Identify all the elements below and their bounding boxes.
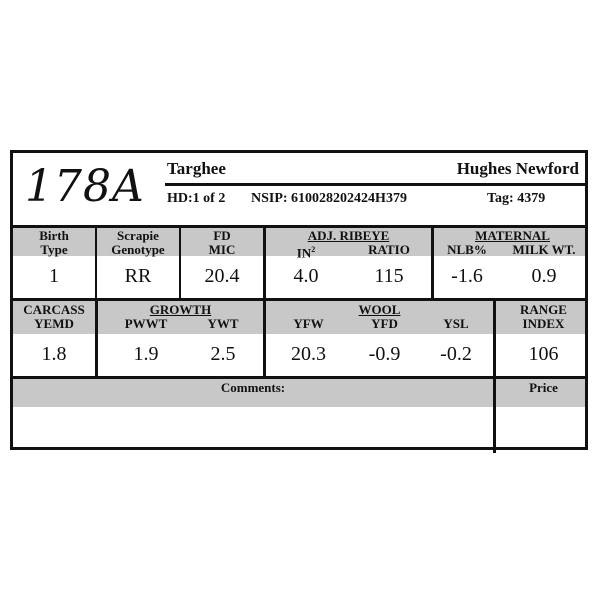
hd-info: HD:1 of 2 bbox=[167, 191, 226, 206]
in2-value: 4.0 bbox=[293, 265, 319, 287]
carcass-yemd-label: CARCASS YEMD bbox=[23, 302, 85, 331]
nsip-id: NSIP: 610028202424H379 bbox=[251, 191, 407, 206]
range-index-label: RANGE INDEX bbox=[520, 302, 567, 331]
yfw-label: YFW bbox=[293, 316, 324, 331]
ywt-value: 2.5 bbox=[210, 343, 236, 365]
in2-label: $IN^2$ bbox=[296, 245, 316, 261]
milk-wt-label: MILK WT. bbox=[512, 242, 576, 257]
header-rule bbox=[165, 183, 585, 186]
tag-number: Tag: 4379 bbox=[487, 191, 546, 206]
ratio-value: 115 bbox=[374, 265, 404, 287]
birth-type-label: Birth Type bbox=[39, 228, 69, 257]
ywt-label: YWT bbox=[207, 316, 239, 331]
yfw-value: 20.3 bbox=[291, 343, 326, 365]
nlb-label: NLB% bbox=[447, 242, 487, 257]
adj-ribeye-group-label: ADJ. RIBEYE bbox=[307, 228, 390, 243]
scrapie-value: RR bbox=[124, 265, 152, 287]
nlb-value: -1.6 bbox=[451, 265, 483, 287]
ysl-value: -0.2 bbox=[440, 343, 472, 365]
price-label: Price bbox=[529, 380, 558, 395]
growth-group-label: GROWTH bbox=[149, 302, 212, 317]
maternal-group-label: MATERNAL bbox=[475, 228, 550, 243]
lot-card bbox=[10, 150, 588, 450]
pwwt-value: 1.9 bbox=[133, 343, 159, 365]
price-field bbox=[496, 407, 591, 447]
yemd-value: 1.8 bbox=[41, 343, 67, 365]
comments-field bbox=[13, 407, 493, 447]
breed: Targhee bbox=[167, 159, 226, 178]
fd-mic-label: FD MIC bbox=[208, 228, 236, 257]
range-index-value: 106 bbox=[528, 343, 559, 365]
yfd-label: YFD bbox=[371, 316, 398, 331]
birth-type-value: 1 bbox=[49, 265, 59, 287]
milk-wt-value: 0.9 bbox=[531, 265, 557, 287]
lot-number: 178A bbox=[25, 161, 145, 212]
fd-mic-value: 20.4 bbox=[204, 265, 240, 287]
pwwt-label: PWWT bbox=[124, 316, 168, 331]
scrapie-label: Scrapie Genotype bbox=[111, 228, 165, 257]
ratio-label: RATIO bbox=[368, 242, 410, 257]
comments-label: Comments: bbox=[220, 380, 286, 395]
wool-group-label: WOOL bbox=[358, 302, 401, 317]
owner: Hughes Newford bbox=[456, 159, 579, 178]
ysl-label: YSL bbox=[443, 316, 469, 331]
yfd-value: -0.9 bbox=[368, 343, 401, 365]
